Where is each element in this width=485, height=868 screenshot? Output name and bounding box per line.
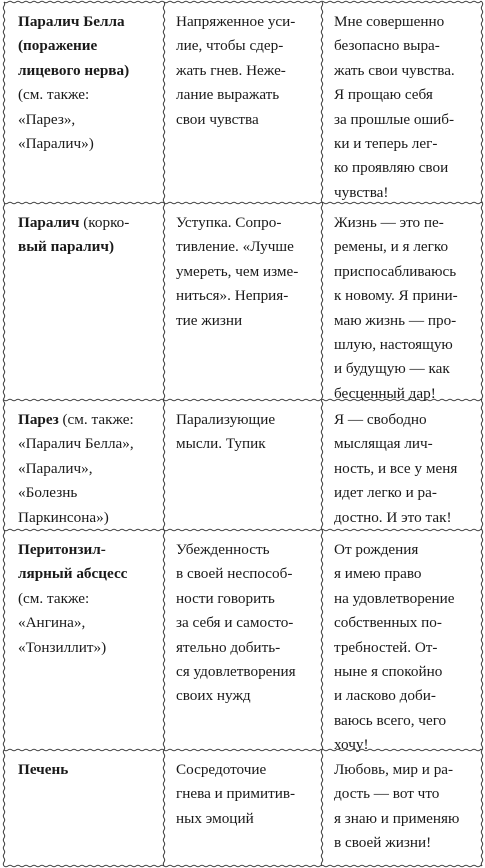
term-text: «Ангина», <box>18 614 86 632</box>
text-line <box>18 432 160 456</box>
text-line: Парализующие <box>176 411 276 428</box>
text-line: жать гнев. Неже- <box>176 61 286 79</box>
text-line <box>18 481 160 505</box>
cell-term <box>18 10 160 156</box>
text-line: достно. И это так! <box>334 508 452 526</box>
text-line <box>18 611 160 635</box>
text-line: требностей. От- <box>334 638 438 656</box>
text-line: приспосабливаюсь <box>334 262 457 280</box>
term-text: (корко- <box>79 214 130 231</box>
text-line: ность, и все у меня <box>334 459 458 477</box>
text-line <box>18 562 160 586</box>
text-line: ныне я спокойно <box>334 662 443 680</box>
text-line: лие, чтобы сдер- <box>176 37 284 55</box>
term-bold-text: лярный абсцесс <box>18 565 128 583</box>
text-line: ных эмоций <box>176 809 254 827</box>
text-line: к новому. Я прини- <box>334 287 458 305</box>
text-line: ко проявляю свои <box>334 159 449 177</box>
text-line: ности говорить <box>176 589 275 607</box>
text-line: ки и теперь лег- <box>334 134 438 152</box>
cell-affirmation <box>334 10 478 205</box>
cell-term <box>18 758 160 782</box>
term-bold-text: лицевого нерва) <box>18 61 130 79</box>
text-line <box>18 457 160 481</box>
cell-term <box>18 408 160 530</box>
text-line: я знаю и применяю <box>334 809 460 827</box>
text-line <box>18 108 160 132</box>
text-line: Сосредоточие <box>176 761 267 778</box>
text-line <box>18 235 160 259</box>
text-line: мыслящая лич- <box>334 435 433 453</box>
term-text: (см. также: <box>18 86 90 104</box>
text-line <box>18 587 160 611</box>
text-line: умереть, чем изме- <box>176 262 299 280</box>
text-line: безопасно выра- <box>334 37 440 55</box>
text-line: своих нужд <box>176 687 251 705</box>
text-line: Любовь, мир и ра- <box>334 761 454 778</box>
cell-affirmation <box>334 538 478 758</box>
text-line: Напряженное уси- <box>176 13 296 30</box>
term-bold-text: вый паралич) <box>18 238 115 256</box>
text-line: ниться». Неприя- <box>176 287 289 305</box>
text-line: и будущую — как <box>334 360 450 378</box>
term-bold-text: Перитонзил- <box>18 541 106 558</box>
text-line: гнева и примитив- <box>176 785 296 803</box>
text-line <box>18 758 160 782</box>
text-line <box>18 211 160 235</box>
term-bold-text: Паралич <box>18 214 80 231</box>
term-text: «Парез», <box>18 110 76 128</box>
column-border-1 <box>163 2 164 866</box>
term-text: (см. также: <box>58 411 134 428</box>
cell-cause <box>176 211 318 333</box>
text-line: ремены, и я легко <box>334 238 449 256</box>
term-bold-text: Парез <box>18 411 59 428</box>
text-line: идет легко и ра- <box>334 484 437 502</box>
text-line <box>18 538 160 562</box>
text-line <box>18 83 160 107</box>
text-line: хочу! <box>334 736 369 754</box>
text-line <box>18 34 160 58</box>
text-line: за прошлые ошиб- <box>334 110 455 128</box>
term-bold-text: (поражение <box>18 37 98 55</box>
text-line: Я прощаю себя <box>334 86 433 104</box>
text-line: бесценный дар! <box>334 384 436 402</box>
text-line: собственных по- <box>334 614 442 632</box>
text-line: мысли. Тупик <box>176 435 266 453</box>
text-line: в своей жизни! <box>334 834 432 852</box>
term-text: «Тонзиллит») <box>18 638 107 656</box>
text-line: Уступка. Сопро- <box>176 214 282 231</box>
cell-cause <box>176 538 318 709</box>
text-line: ятельно добить- <box>176 638 281 656</box>
text-line: и ласково доби- <box>334 687 436 705</box>
text-line <box>18 636 160 660</box>
cell-term <box>18 211 160 260</box>
text-line: свои чувства <box>176 110 259 128</box>
term-text: «Паралич Белла», <box>18 435 134 453</box>
row-border-0 <box>4 1 482 2</box>
column-border-2 <box>321 2 322 866</box>
row-border-5 <box>4 865 482 866</box>
cell-cause <box>176 758 318 831</box>
term-text: «Паралич», <box>18 459 93 477</box>
text-line: Мне совершенно <box>334 13 445 30</box>
text-line <box>18 408 160 432</box>
text-line: лание выражать <box>176 86 280 104</box>
text-line: я имею право <box>334 565 422 583</box>
term-text: «Паралич») <box>18 134 94 152</box>
text-line: в своей неспособ- <box>176 565 293 583</box>
text-line: Жизнь — это пе- <box>334 214 444 231</box>
term-text: «Болезнь <box>18 484 78 502</box>
text-line: дость — вот что <box>334 785 440 803</box>
text-line: на удовлетворение <box>334 589 455 607</box>
text-line: тивление. «Лучше <box>176 238 294 256</box>
term-bold-text: Печень <box>18 761 69 778</box>
text-line: маю жизнь — про- <box>334 311 457 329</box>
cell-affirmation <box>334 758 478 856</box>
cell-cause <box>176 10 318 132</box>
term-text: (см. также: <box>18 589 90 607</box>
text-line <box>18 132 160 156</box>
text-line: тие жизни <box>176 311 243 329</box>
text-line: шлую, настоящую <box>334 335 453 353</box>
cell-cause <box>176 408 318 457</box>
text-line: Я — свободно <box>334 411 427 428</box>
text-line: ся удовлетворения <box>176 662 296 680</box>
column-border-3 <box>481 2 482 866</box>
text-line: жать свои чувства. <box>334 61 455 79</box>
cell-affirmation <box>334 408 478 530</box>
term-text: Паркинсона») <box>18 508 109 526</box>
cell-term <box>18 538 160 660</box>
text-line: ваюсь всего, чего <box>334 711 447 729</box>
text-line: за себя и самосто- <box>176 614 294 632</box>
column-border-0 <box>3 2 4 866</box>
text-line <box>18 59 160 83</box>
term-bold-text: Паралич Белла <box>18 13 125 30</box>
text-line <box>18 10 160 34</box>
text-line: Убежденность <box>176 541 270 558</box>
text-line <box>18 506 160 530</box>
cell-affirmation <box>334 211 478 406</box>
text-line: От рождения <box>334 541 419 558</box>
text-line: чувства! <box>334 183 389 201</box>
